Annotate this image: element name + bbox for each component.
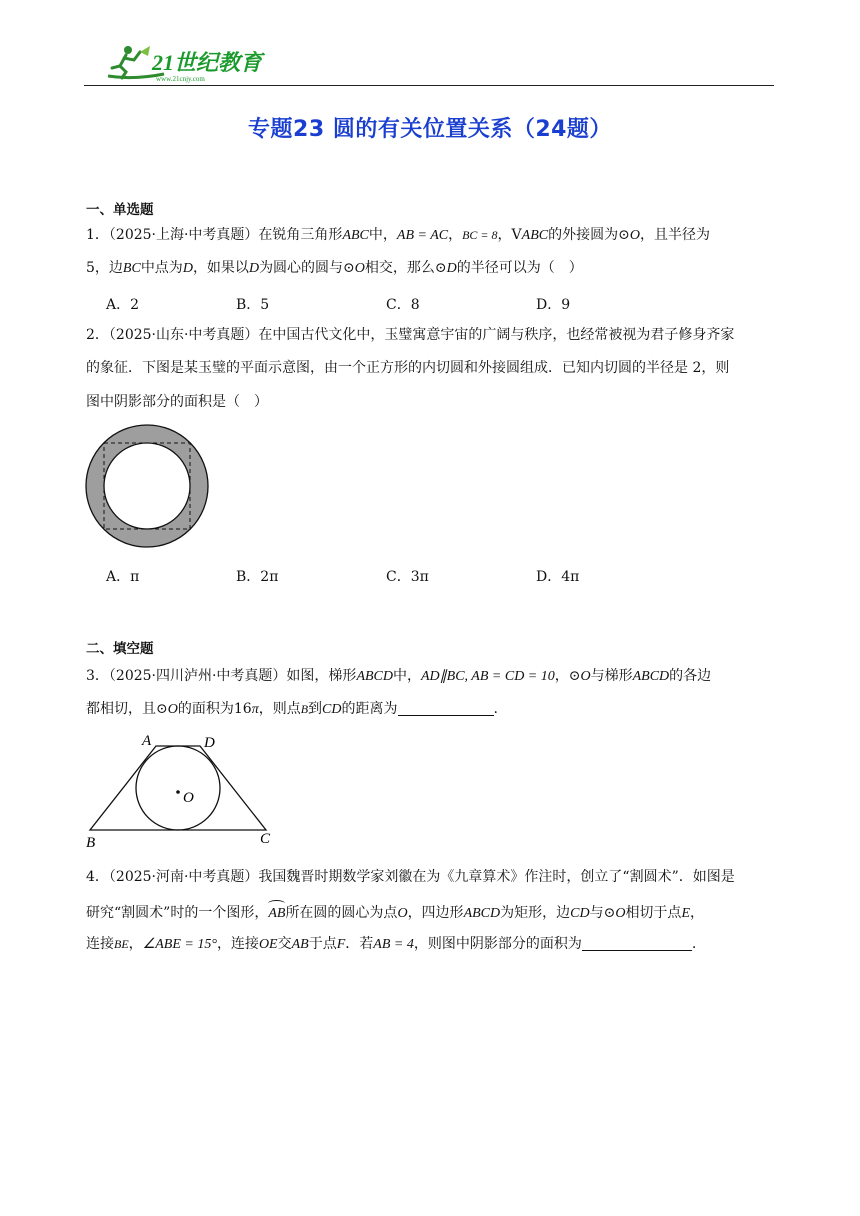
label-o: O [183,790,194,806]
logo [104,40,294,84]
section-heading-fill-in: 二、填空题 [86,641,154,657]
q3-line-2: 都相切，且⊙O的面积为16π，则点B到CD的距离为 . [86,701,498,717]
q2-option-a[interactable]: A．π [106,569,140,585]
q2-line-3: 图中阴影部分的面积是（ ） [86,394,268,410]
q1-option-c[interactable]: C．8 [386,297,420,313]
q2-line-1: 2．（2025·山东·中考真题）在中国古代文化中，玉璧寓意宇宙的广阔与秩序，也经常被视为君子修身齐家 [86,327,735,343]
q3-answer-blank[interactable] [398,701,494,716]
jade-disc-figure [84,420,214,552]
section-heading-single-choice: 一、单选题 [86,202,154,218]
label-c: C [260,831,271,847]
inner-circle [104,443,190,529]
q3-line-1: 3．（2025·四川泸州·中考真题）如图，梯形ABCD中，AD∥BC, AB = CD = 10，⊙O与梯形ABCD的各边 [86,668,712,684]
q4-line-1: 4．（2025·河南·中考真题）我国魏晋时期数学家刘徽在为《九章算术》作注时，创立了“割圆术”．如图是 [86,869,735,885]
label-b: B [86,835,96,851]
q4-line-3: 连接BE，∠ABE = 15°，连接OE交AB于点F．若AB = 4，则图中阴影部分的面积为 . [86,936,697,952]
q1-option-d[interactable]: D．9 [536,297,571,313]
q1-line-1: 1．（2025·上海·中考真题）在锐角三角形ABC中，AB = AC，BC = 8，VABC的外接圆为⊙O，且半径为 [86,227,710,243]
trapezoid-figure [84,730,284,852]
q4-answer-blank[interactable] [582,936,692,951]
logo-sub-text: www.21cnjy.com [156,75,205,83]
arc-ab: AB [268,900,285,924]
runner-logo-icon [104,40,294,84]
q2-option-d[interactable]: D．4π [536,569,580,585]
q1-option-a[interactable]: A．2 [106,297,140,313]
page-title: 专题23 圆的有关位置关系（24题） [248,117,612,142]
header-rule [84,85,774,86]
label-a: A [142,733,152,749]
q2-option-c[interactable]: C．3π [386,569,429,585]
q4-line-2: 研究“割圆术”时的一个图形， AB所在圆的圆心为点O，四边形ABCD为矩形，边CD与⊙O相切于点E， [86,900,704,924]
q2-option-b[interactable]: B．2π [236,569,279,585]
q1-line-2: 5，边BC中点为D，如果以D为圆心的圆与⊙O相交，那么⊙D的半径可以为（ ） [86,260,583,276]
center-point-o [176,790,180,794]
logo-main-text: 21世纪教育 [152,50,263,75]
q1-option-b[interactable]: B．5 [236,297,270,313]
trapezoid-abcd [90,746,266,830]
q2-line-2: 的象征．下图是某玉璧的平面示意图，由一个正方形的内切圆和外接圆组成．已知内切圆的半径是 2，则 [86,360,730,376]
arc-mark [268,900,285,907]
label-d: D [204,735,215,751]
inscribed-circle [136,746,220,830]
